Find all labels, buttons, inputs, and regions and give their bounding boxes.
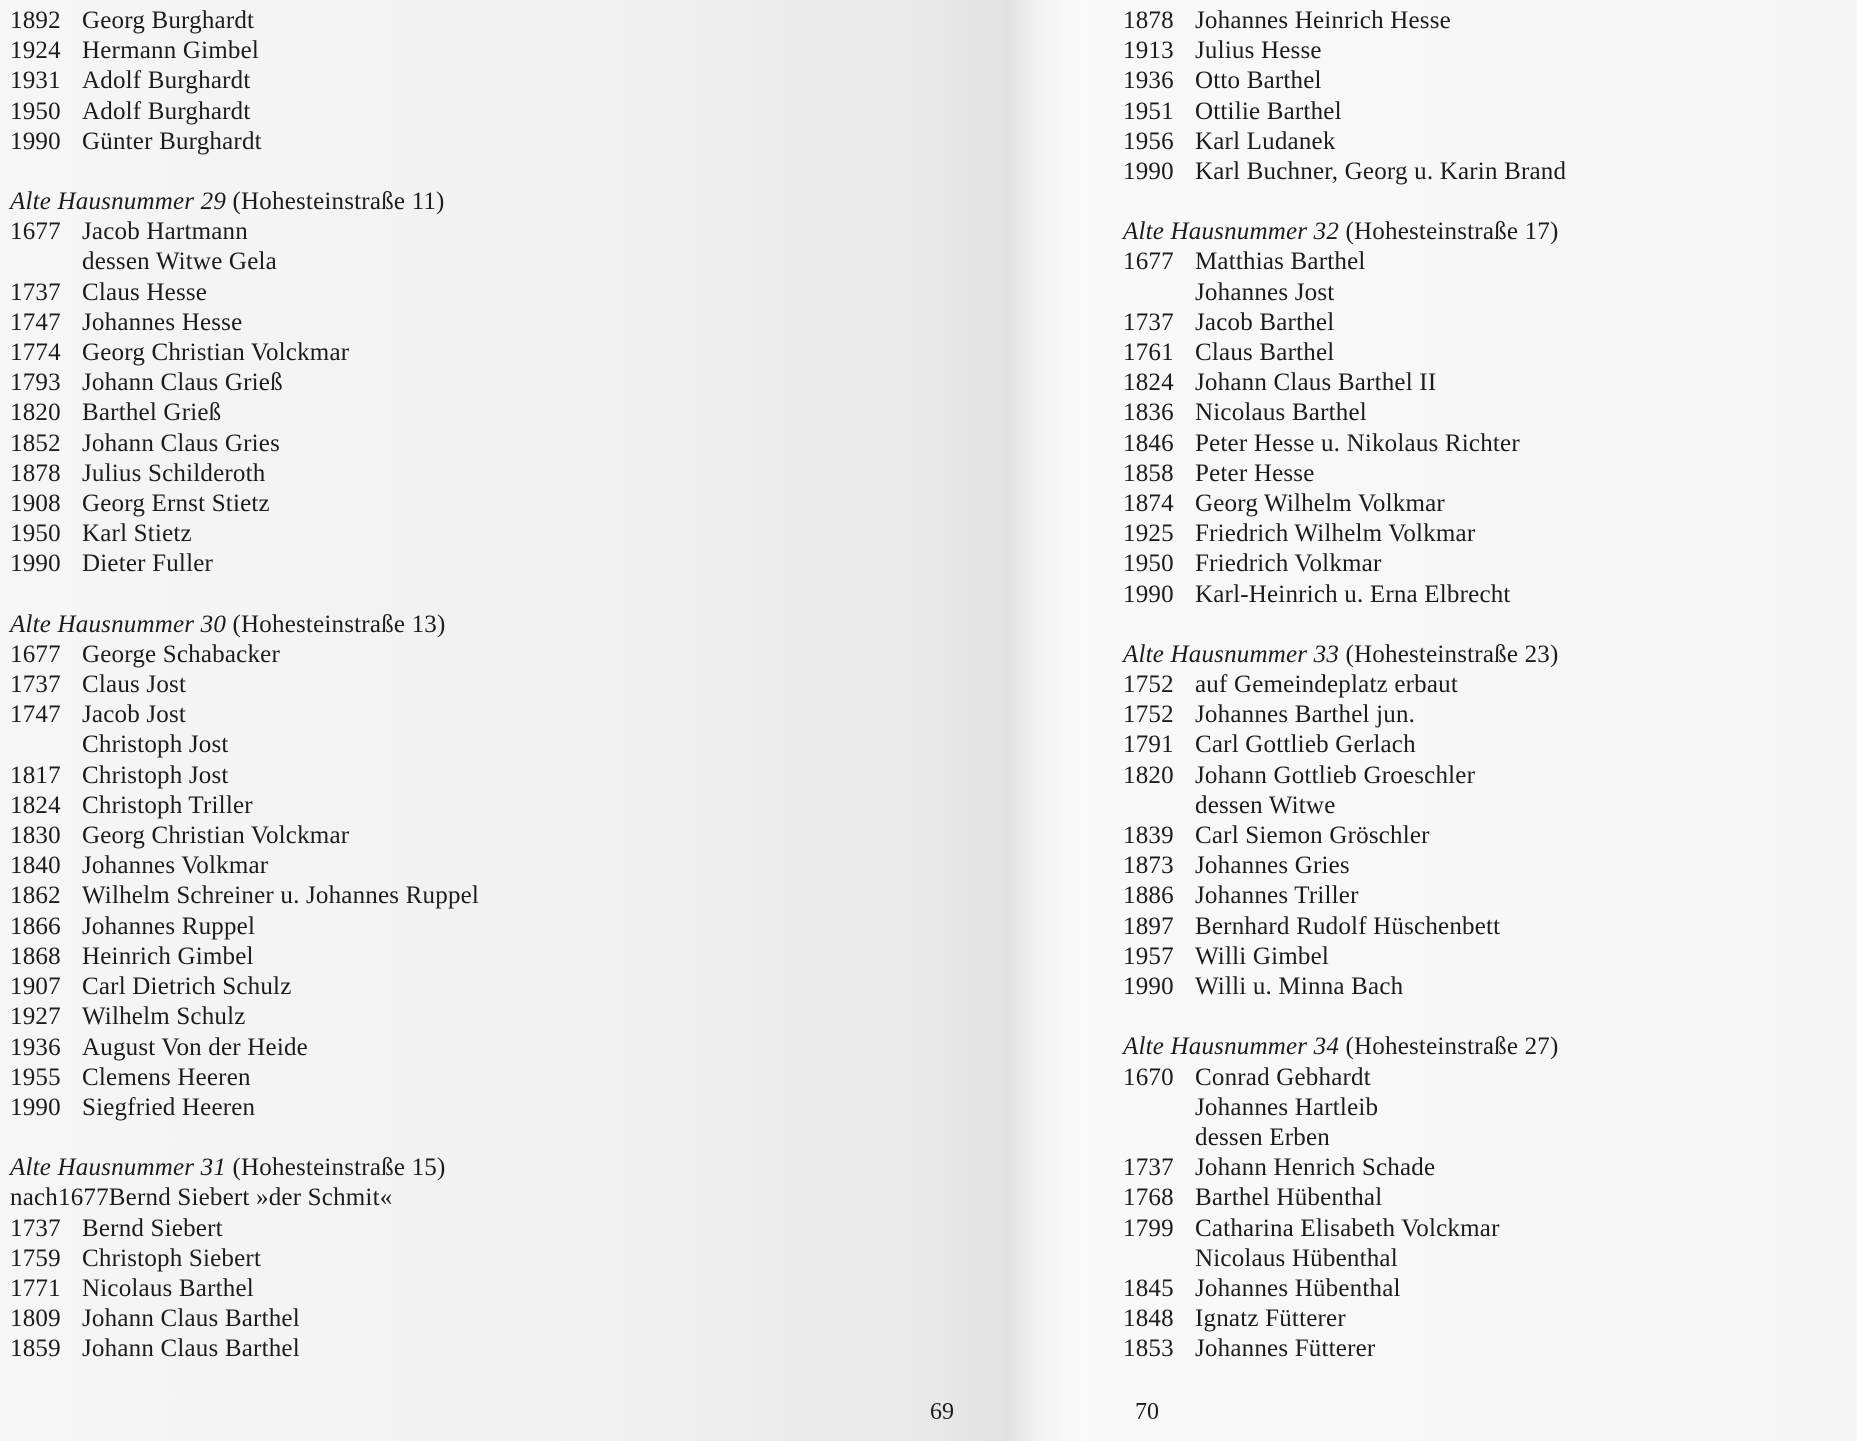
owner-name: Johannes Hartleib [1195, 1093, 1379, 1121]
owner-entry [10, 368, 1005, 398]
page-number-right: 70 [1135, 1399, 1159, 1425]
left-page-content [10, 6, 1005, 1365]
owner-entry [1123, 1093, 1857, 1123]
owner-name: Heinrich Gimbel [82, 942, 254, 970]
owner-name: August Von der Heide [82, 1033, 308, 1061]
entry-year: 1820 [10, 399, 61, 427]
owner-entry [10, 308, 1005, 338]
owner-entry [10, 247, 1005, 277]
owner-name: Dieter Fuller [82, 550, 214, 578]
entry-year: 1836 [1123, 399, 1174, 427]
owner-name: Nicolaus Barthel [82, 1274, 254, 1302]
owner-entry [1123, 791, 1857, 821]
owner-name: Wilhelm Schreiner u. Johannes Ruppel [82, 882, 480, 910]
owner-name: Johann Claus Grieß [82, 369, 283, 397]
owner-name: Christoph Siebert [82, 1244, 262, 1272]
owner-name: Bernhard Rudolf Hüschenbett [1195, 912, 1501, 940]
entry-year: 1817 [10, 761, 61, 789]
owner-name: Ignatz Fütterer [1195, 1305, 1346, 1333]
owner-entry [1123, 972, 1857, 1002]
owner-name: Carl Siemon Gröschler [1195, 822, 1430, 850]
owner-name: Siegfried Heeren [82, 1093, 256, 1121]
entry-year: 1936 [1123, 67, 1174, 95]
street-address: (Hohesteinstraße 17) [1345, 218, 1559, 246]
owner-entry [10, 1183, 1005, 1213]
owner-name: George Schabacker [82, 640, 280, 668]
owner-entry [1123, 278, 1857, 308]
owner-name: Günter Burghardt [82, 127, 262, 155]
owner-name: Christoph Jost [82, 761, 229, 789]
owner-entry [10, 881, 1005, 911]
owner-entry [10, 1002, 1005, 1032]
owner-entry [1123, 66, 1857, 96]
house-heading [1123, 1032, 1857, 1062]
owner-entry [1123, 308, 1857, 338]
entry-year: 1950 [10, 520, 61, 548]
owner-name: Johann Henrich Schade [1195, 1154, 1436, 1182]
owner-entry [10, 429, 1005, 459]
entry-year: 1858 [1123, 459, 1174, 487]
owner-entry [1123, 368, 1857, 398]
entry-year: 1913 [1123, 37, 1174, 65]
entry-year: 1931 [10, 67, 61, 95]
owner-entry [10, 6, 1005, 36]
house-heading [10, 1153, 1005, 1183]
entry-year: 1752 [1123, 701, 1174, 729]
entry-year: 1848 [1123, 1305, 1174, 1333]
house-number-label: Alte Hausnummer 30 [10, 610, 227, 638]
house-block [10, 1153, 1005, 1364]
owner-name: Johannes Ruppel [82, 912, 256, 940]
entry-year: 1677 [10, 640, 61, 668]
owner-entry [1123, 1153, 1857, 1183]
owner-entry [10, 66, 1005, 96]
entry-year: 1771 [10, 1274, 61, 1302]
house-heading [1123, 640, 1857, 670]
entry-year: 1907 [10, 973, 61, 1001]
owner-entry [10, 1334, 1005, 1364]
entry-year: 1955 [10, 1063, 61, 1091]
right-page [1087, 0, 1857, 1441]
owner-name: Johann Claus Barthel [82, 1305, 300, 1333]
entry-year: 1747 [10, 701, 61, 729]
owner-name: Johannes Barthel jun. [1195, 701, 1416, 729]
entry-year: 1936 [10, 1033, 61, 1061]
owner-entry [1123, 1123, 1857, 1153]
owner-entry [1123, 730, 1857, 760]
house-number-label: Alte Hausnummer 33 [1123, 640, 1340, 668]
owner-entry [10, 519, 1005, 549]
owner-name: Jacob Jost [82, 701, 187, 729]
owner-entry [1123, 429, 1857, 459]
owner-name: Georg Ernst Stietz [82, 490, 270, 518]
street-address: (Hohesteinstraße 23) [1345, 640, 1559, 668]
owner-name: Julius Schilderoth [82, 459, 266, 487]
page-number-left: 69 [930, 1399, 954, 1425]
entry-year: 1950 [1123, 550, 1174, 578]
entry-year: 1897 [1123, 912, 1174, 940]
entry-year: 1846 [1123, 429, 1174, 457]
entry-year: 1737 [1123, 308, 1174, 336]
entry-year: 1737 [10, 278, 61, 306]
entry-year: 1737 [10, 671, 61, 699]
owner-name: Jacob Hartmann [82, 218, 248, 246]
owner-entry [10, 549, 1005, 579]
entry-year: 1799 [1123, 1214, 1174, 1242]
entry-year: 1820 [1123, 761, 1174, 789]
owner-name: Claus Barthel [1195, 339, 1335, 367]
owner-entry [10, 459, 1005, 489]
owner-entry [1123, 1214, 1857, 1244]
entry-year: 1927 [10, 1003, 61, 1031]
entry-year: 1990 [10, 127, 61, 155]
owner-entry [1123, 549, 1857, 579]
owner-entry [1123, 761, 1857, 791]
owner-entry [10, 398, 1005, 428]
owner-entry [10, 127, 1005, 157]
owner-name: Karl Buchner, Georg u. Karin Brand [1195, 158, 1567, 186]
entry-year: 1852 [10, 429, 61, 457]
owner-name: Friedrich Volkmar [1195, 550, 1382, 578]
owner-name: Matthias Barthel [1195, 248, 1366, 276]
owner-entry [10, 912, 1005, 942]
entry-year: 1950 [10, 97, 61, 125]
owner-entry [10, 1033, 1005, 1063]
entry-year: 1862 [10, 882, 61, 910]
street-address: (Hohesteinstraße 11) [232, 188, 445, 216]
owner-entry [1123, 1274, 1857, 1304]
entry-year: 1873 [1123, 852, 1174, 880]
owner-name: Wilhelm Schulz [82, 1003, 246, 1031]
owner-name: Johannes Volkmar [82, 852, 269, 880]
owner-name: Karl Ludanek [1195, 127, 1336, 155]
entry-year: 1752 [1123, 671, 1174, 699]
owner-entry [1123, 127, 1857, 157]
house-number-label: Alte Hausnummer 29 [10, 188, 227, 216]
owner-name: Johann Claus Barthel II [1195, 369, 1437, 397]
entry-year: 1761 [1123, 339, 1174, 367]
owner-entry [10, 1093, 1005, 1123]
owner-name: Johannes Jost [1195, 278, 1335, 306]
owner-entry [10, 1304, 1005, 1334]
owner-entry [10, 821, 1005, 851]
entry-year: 1793 [10, 369, 61, 397]
entry-year: 1737 [10, 1214, 61, 1242]
owner-entry [10, 1214, 1005, 1244]
house-block [1123, 1032, 1857, 1364]
owner-name: Georg Christian Volckmar [82, 822, 350, 850]
owner-entry [1123, 157, 1857, 187]
house-block [10, 187, 1005, 580]
house-block [1123, 217, 1857, 610]
owner-name: Johannes Gries [1195, 852, 1350, 880]
owner-name: Johann Gottlieb Groeschler [1195, 761, 1476, 789]
owner-name: Hermann Gimbel [82, 37, 260, 65]
entry-year: 1878 [10, 459, 61, 487]
owner-name: Bernd Siebert »der Schmit« [108, 1184, 393, 1212]
owner-name: Ottilie Barthel [1195, 97, 1342, 125]
street-address: (Hohesteinstraße 15) [232, 1154, 446, 1182]
owner-entry [10, 761, 1005, 791]
owner-entry [1123, 489, 1857, 519]
owner-name: dessen Erben [1195, 1123, 1330, 1151]
entry-year: 1774 [10, 339, 61, 367]
entry-year: 1677 [1123, 248, 1174, 276]
entry-year: 1859 [10, 1335, 61, 1363]
owner-name: Georg Wilhelm Volkmar [1195, 490, 1445, 518]
entry-year: 1990 [1123, 158, 1174, 186]
entry-year: 1677 [10, 218, 61, 246]
owner-entry [10, 791, 1005, 821]
owner-name: Karl Stietz [82, 520, 192, 548]
owner-name: Claus Jost [82, 671, 187, 699]
owner-name: Otto Barthel [1195, 67, 1322, 95]
entry-year: 1990 [10, 550, 61, 578]
owner-name: Carl Dietrich Schulz [82, 973, 292, 1001]
owner-name: Johannes Heinrich Hesse [1195, 7, 1451, 34]
entry-year: 1990 [1123, 580, 1174, 608]
entry-year: 1868 [10, 942, 61, 970]
entry-year: 1925 [1123, 520, 1174, 548]
entry-year: 1737 [1123, 1154, 1174, 1182]
owner-name: Karl-Heinrich u. Erna Elbrecht [1195, 580, 1511, 608]
owner-entry [10, 700, 1005, 730]
owner-entry [10, 1063, 1005, 1093]
owner-name: Johannes Hesse [82, 308, 243, 336]
entry-year: 1886 [1123, 882, 1174, 910]
entry-year: 1670 [1123, 1063, 1174, 1091]
owner-name: dessen Witwe [1195, 791, 1336, 819]
house-heading [10, 610, 1005, 640]
owner-name: Adolf Burghardt [82, 67, 251, 95]
owner-name: Georg Burghardt [82, 7, 255, 34]
owner-name: Johannes Fütterer [1195, 1335, 1376, 1363]
entry-year: 1866 [10, 912, 61, 940]
house-block [1123, 640, 1857, 1002]
owner-entry [10, 36, 1005, 66]
owner-entry [1123, 670, 1857, 700]
owner-name: Johannes Triller [1195, 882, 1359, 910]
entry-year: nach1677 [10, 1184, 109, 1212]
owner-entry [1123, 1334, 1857, 1364]
owner-name: auf Gemeindeplatz erbaut [1195, 671, 1459, 699]
owner-name: Johann Claus Barthel [82, 1335, 300, 1363]
owner-entry [1123, 1244, 1857, 1274]
owner-entry [1123, 912, 1857, 942]
owner-entry [10, 338, 1005, 368]
owner-name: Jacob Barthel [1195, 308, 1335, 336]
owner-entry [1123, 459, 1857, 489]
entry-year: 1853 [1123, 1335, 1174, 1363]
street-address: (Hohesteinstraße 27) [1345, 1033, 1559, 1061]
owner-name: Julius Hesse [1195, 37, 1322, 65]
entry-year: 1908 [10, 490, 61, 518]
owner-name: Christoph Triller [82, 791, 253, 819]
owner-entry [1123, 1063, 1857, 1093]
entry-year: 1956 [1123, 127, 1174, 155]
house-heading [10, 187, 1005, 217]
entry-year: 1990 [1123, 973, 1174, 1001]
owner-entry [1123, 881, 1857, 911]
owner-entry [10, 489, 1005, 519]
house-block [10, 610, 1005, 1123]
owner-entry [1123, 1304, 1857, 1334]
house-block [1123, 6, 1857, 187]
entry-year: 1839 [1123, 822, 1174, 850]
house-heading [1123, 217, 1857, 247]
entry-year: 1845 [1123, 1274, 1174, 1302]
entry-year: 1791 [1123, 731, 1174, 759]
owner-name: Nicolaus Barthel [1195, 399, 1367, 427]
entry-year: 1747 [10, 308, 61, 336]
owner-entry [10, 1244, 1005, 1274]
entry-year: 1990 [10, 1093, 61, 1121]
owner-name: Carl Gottlieb Gerlach [1195, 731, 1416, 759]
owner-entry [10, 217, 1005, 247]
owner-entry [1123, 97, 1857, 127]
owner-name: Conrad Gebhardt [1195, 1063, 1371, 1091]
owner-name: Bernd Siebert [82, 1214, 223, 1242]
owner-entry [1123, 398, 1857, 428]
book-gutter [1005, 0, 1087, 1441]
owner-name: Johannes Hübenthal [1195, 1274, 1401, 1302]
owner-entry [10, 97, 1005, 127]
entry-year: 1830 [10, 822, 61, 850]
owner-name: Claus Hesse [82, 278, 208, 306]
entry-year: 1809 [10, 1305, 61, 1333]
entry-year: 1892 [10, 7, 61, 34]
owner-name: Clemens Heeren [82, 1063, 251, 1091]
owner-entry [1123, 519, 1857, 549]
entry-year: 1759 [10, 1244, 61, 1272]
owner-entry [10, 851, 1005, 881]
owner-entry [1123, 338, 1857, 368]
owner-name: Willi Gimbel [1195, 942, 1330, 970]
owner-entry [1123, 247, 1857, 277]
owner-name: Willi u. Minna Bach [1195, 973, 1404, 1001]
owner-entry [1123, 942, 1857, 972]
owner-name: Christoph Jost [82, 731, 229, 759]
owner-entry [1123, 851, 1857, 881]
entry-year: 1957 [1123, 942, 1174, 970]
house-number-label: Alte Hausnummer 34 [1123, 1033, 1340, 1061]
owner-entry [10, 670, 1005, 700]
owner-entry [10, 1274, 1005, 1304]
street-address: (Hohesteinstraße 13) [232, 610, 446, 638]
owner-name: Johann Claus Gries [82, 429, 281, 457]
entry-year: 1824 [10, 791, 61, 819]
owner-name: Barthel Hübenthal [1195, 1184, 1383, 1212]
owner-entry [1123, 6, 1857, 36]
owner-name: Adolf Burghardt [82, 97, 251, 125]
owner-entry [1123, 700, 1857, 730]
owner-entry [1123, 821, 1857, 851]
owner-entry [1123, 1183, 1857, 1213]
entry-year: 1824 [1123, 369, 1174, 397]
owner-entry [10, 730, 1005, 760]
house-block [10, 6, 1005, 157]
owner-name: Peter Hesse u. Nikolaus Richter [1195, 429, 1520, 457]
owner-entry [10, 640, 1005, 670]
owner-entry [10, 942, 1005, 972]
right-page-content [1123, 0, 1857, 1365]
owner-entry [10, 972, 1005, 1002]
entry-year: 1840 [10, 852, 61, 880]
owner-entry [1123, 580, 1857, 610]
owner-name: Catharina Elisabeth Volckmar [1195, 1214, 1500, 1242]
house-number-label: Alte Hausnummer 32 [1123, 218, 1340, 246]
house-number-label: Alte Hausnummer 31 [10, 1154, 227, 1182]
owner-name: Georg Christian Volckmar [82, 339, 350, 367]
owner-name: Nicolaus Hübenthal [1195, 1244, 1398, 1272]
entry-year: 1768 [1123, 1184, 1174, 1212]
entry-year: 1878 [1123, 7, 1174, 34]
owner-entry [1123, 36, 1857, 66]
owner-name: Barthel Grieß [82, 399, 222, 427]
entry-year: 1874 [1123, 490, 1174, 518]
owner-entry [10, 278, 1005, 308]
owner-name: Peter Hesse [1195, 459, 1315, 487]
owner-name: dessen Witwe Gela [82, 248, 277, 276]
owner-name: Friedrich Wilhelm Volkmar [1195, 520, 1476, 548]
entry-year: 1951 [1123, 97, 1174, 125]
entry-year: 1924 [10, 37, 61, 65]
